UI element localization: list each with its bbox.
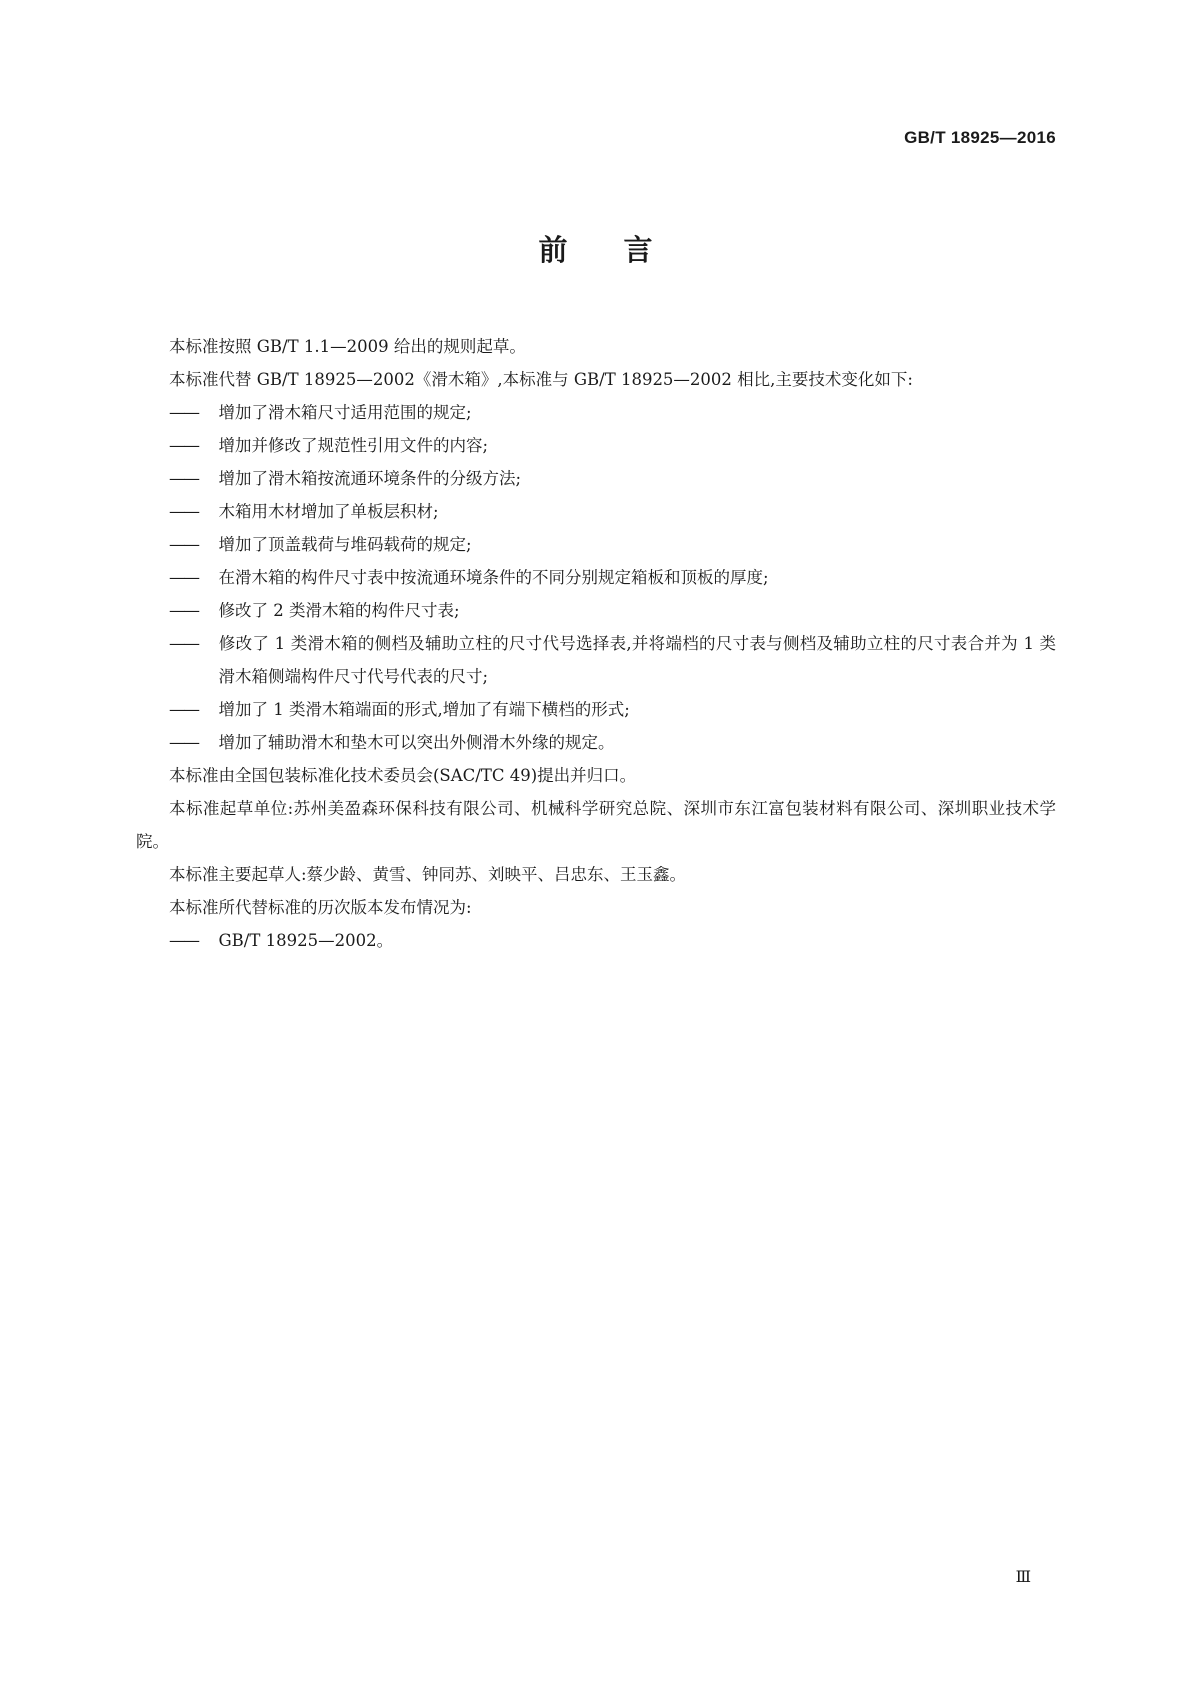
dash-mark: —— bbox=[169, 700, 198, 719]
list-item: —— 增加了滑木箱尺寸适用范围的规定; bbox=[136, 396, 1056, 429]
list-item: —— 在滑木箱的构件尺寸表中按流通环境条件的不同分别规定箱板和顶板的厚度; bbox=[136, 561, 1056, 594]
changes-list bbox=[136, 396, 1056, 759]
paragraph-replacement: 本标准代替 GB/T 18925—2002《滑木箱》,本标准与 GB/T 18925—2002 相比,主要技术变化如下: bbox=[169, 370, 913, 389]
list-item: —— 修改了 2 类滑木箱的构件尺寸表; bbox=[136, 594, 1056, 627]
dash-mark: —— bbox=[169, 469, 198, 488]
dash-mark: —— bbox=[169, 733, 198, 752]
standard-number: GB/T 18925—2016 bbox=[904, 128, 1056, 147]
dash-mark: —— bbox=[169, 601, 198, 620]
paragraph-proposer: 本标准由全国包装标准化技术委员会(SAC/TC 49)提出并归口。 bbox=[169, 766, 637, 785]
dash-mark: —— bbox=[169, 634, 198, 653]
dash-mark: —— bbox=[169, 403, 198, 422]
list-item: —— 增加了 1 类滑木箱端面的形式,增加了有端下横档的形式; bbox=[136, 693, 1056, 726]
list-item: —— 增加了顶盖载荷与堆码载荷的规定; bbox=[136, 528, 1056, 561]
page-title: 前言 bbox=[538, 233, 709, 267]
dash-mark: —— bbox=[169, 931, 198, 950]
dash-mark: —— bbox=[169, 568, 198, 587]
list-item: —— 修改了 1 类滑木箱的侧档及辅助立柱的尺寸代号选择表,并将端档的尺寸表与侧档及辅助立柱的尺寸表合并为 1 类滑木箱侧端构件尺寸代号代表的尺寸; bbox=[136, 627, 1056, 693]
dash-mark: —— bbox=[169, 436, 198, 455]
dash-mark: —— bbox=[169, 502, 198, 521]
page-number: Ⅲ bbox=[1015, 1569, 1031, 1586]
list-item: —— 增加了滑木箱按流通环境条件的分级方法; bbox=[136, 462, 1056, 495]
paragraph-drafting-units: 本标准起草单位:苏州美盈森环保科技有限公司、机械科学研究总院、深圳市东江富包装材料有限公司、深圳职业技术学院。 bbox=[136, 799, 1056, 851]
paragraph-drafters: 本标准主要起草人:蔡少龄、黄雪、钟同苏、刘映平、吕忠东、王玉鑫。 bbox=[169, 865, 687, 884]
list-item: —— 木箱用木材增加了单板层积材; bbox=[136, 495, 1056, 528]
list-item: —— 增加并修改了规范性引用文件的内容; bbox=[136, 429, 1056, 462]
paragraph-history-intro: 本标准所代替标准的历次版本发布情况为: bbox=[169, 898, 472, 917]
dash-mark: —— bbox=[169, 535, 198, 554]
list-item: —— 增加了辅助滑木和垫木可以突出外侧滑木外缘的规定。 bbox=[136, 726, 1056, 759]
paragraph-drafting-rules: 本标准按照 GB/T 1.1—2009 给出的规则起草。 bbox=[169, 337, 526, 356]
foreword-body bbox=[136, 330, 1056, 957]
history-list-item: —— GB/T 18925—2002。 bbox=[136, 924, 1056, 957]
